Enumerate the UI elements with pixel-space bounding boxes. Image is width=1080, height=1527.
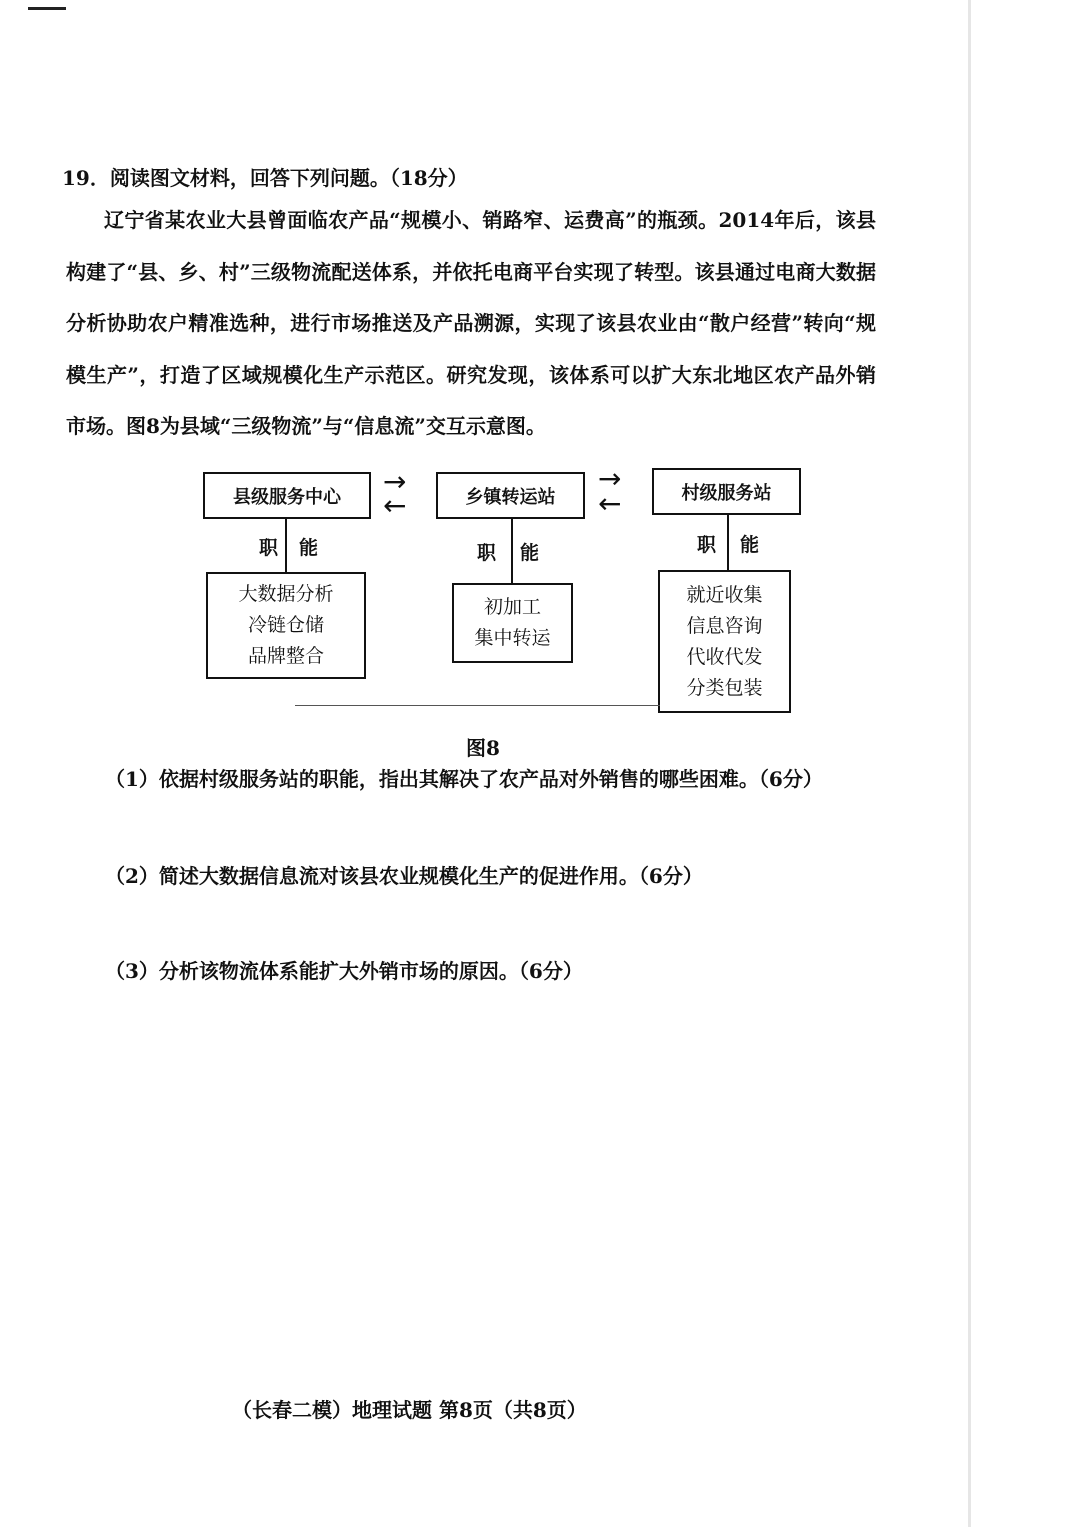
county-functions-box [206, 572, 366, 679]
function-label: 能 [740, 534, 760, 556]
node-county-center: 县级服务中心 [203, 472, 371, 519]
township-functions-box [452, 583, 573, 663]
figure-caption: 图8 [466, 736, 500, 760]
function-label: 能 [299, 537, 319, 559]
function-item: 集中转运 [474, 627, 551, 649]
page-footer: （长春二模）地理试题 第8页（共8页） [232, 1398, 587, 1422]
node-township-station: 乡镇转运站 [436, 472, 585, 519]
function-label: 职 [697, 534, 717, 556]
function-item: 代收代发 [686, 645, 763, 668]
function-item: 品牌整合 [247, 645, 324, 667]
material-paragraph: 辽宁省某农业大县曾面临农产品“规模小、销路窄、运费高”的瓶颈。2014年后，该县构建了“县、乡、村”三级物流配送体系，并依托电商平台实现了转型。该县通过电商大数据分析协助农户精准选种，进行市场推送及产品溯源，实现了该县农业由“散户经营”转向“规模生产”，打造了区域规模化生产示范区。研究发现，该体系可以扩大东北地区农产品外销市场。图8为县域“三级物流”与“信息流”交互示意图。 [66, 208, 876, 438]
function-label: 职 [259, 537, 279, 559]
function-label: 职 [477, 542, 497, 564]
connector-line [285, 519, 287, 572]
function-item: 分类包装 [686, 676, 763, 699]
village-functions-box [658, 570, 791, 713]
connector-line [511, 519, 513, 583]
arrow-left-icon: ← [598, 487, 622, 520]
arrow-left-icon: ← [383, 489, 407, 522]
subquestion-3: （3）分析该物流体系能扩大外销市场的原因。（6分） [105, 959, 583, 983]
subquestion-1: （1）依据村级服务站的职能，指出其解决了农产品对外销售的哪些困难。（6分） [105, 767, 823, 791]
connector-line [727, 515, 729, 570]
function-item: 就近收集 [686, 583, 763, 606]
question-header: 19．阅读图文材料，回答下列问题。（18分） [62, 166, 468, 190]
arrow-right-icon: → [383, 465, 407, 498]
arrow-right-icon: → [598, 462, 622, 495]
scan-line [295, 705, 660, 706]
node-village-station: 村级服务站 [652, 468, 801, 515]
subquestion-2: （2）简述大数据信息流对该县农业规模化生产的促进作用。（6分） [105, 864, 703, 888]
function-label: 能 [520, 542, 540, 564]
function-item: 信息咨询 [686, 614, 763, 637]
page-edge [968, 0, 971, 1527]
function-item: 初加工 [483, 596, 541, 618]
function-item: 冷链仓储 [247, 614, 324, 636]
function-item: 大数据分析 [238, 583, 334, 605]
scan-mark [28, 7, 66, 10]
